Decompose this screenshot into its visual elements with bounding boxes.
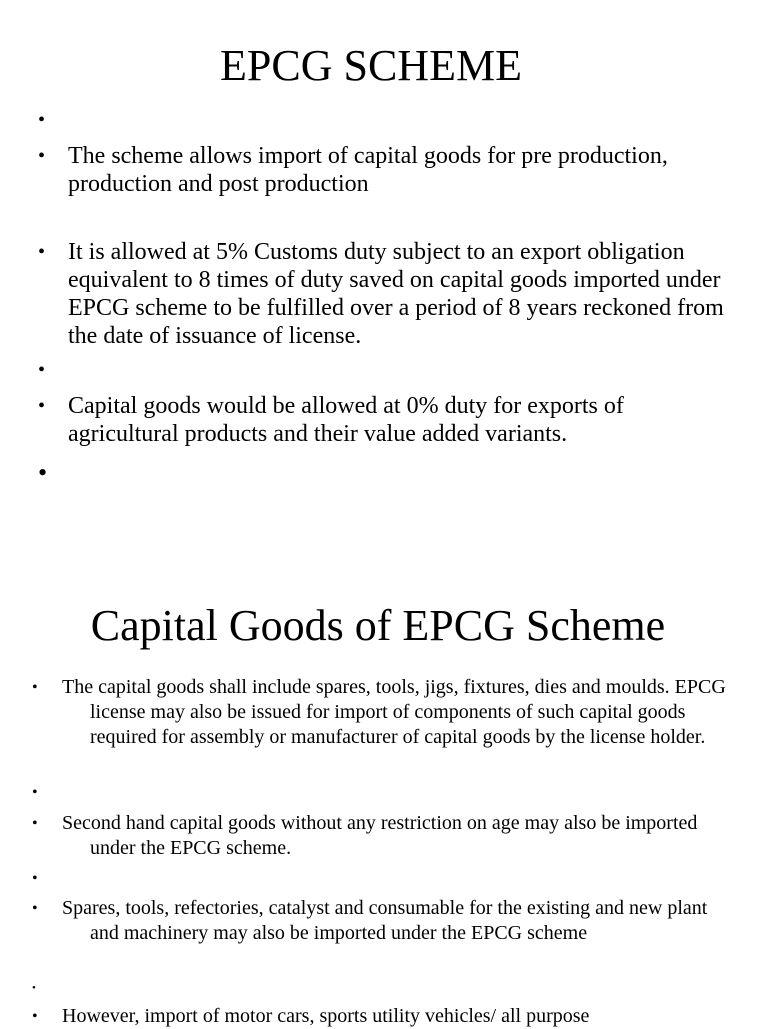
bullet-icon: •: [32, 815, 38, 832]
bullet-icon: •: [38, 395, 46, 417]
list-item-text: The scheme allows import of capital goods for pre production, production and post production: [68, 143, 668, 197]
list-item-text: Capital goods would be allowed at 0% duty for exports of agricultural products and their value added variants.: [68, 393, 624, 447]
list-item-text: Spares, tools, refectories, catalyst and consumable for the existing and new plant and machinery may also be imported under the EPCG scheme: [62, 897, 708, 944]
bullet-icon: •: [38, 109, 46, 131]
bullet-icon: •: [38, 145, 46, 167]
list-item-text: It is allowed at 5% Customs duty subject to an export obligation equivalent to 8 times of duty saved on capital goods imported under EPCG scheme to be fulfilled over a period of 8 years reckoned from the date of issuance of license.: [68, 239, 724, 349]
bullet-icon: •: [32, 784, 38, 801]
slide-title: Capital Goods of EPCG Scheme: [90, 601, 666, 650]
bullet-icon: •: [32, 900, 38, 917]
list-item-text: However, import of motor cars, sports utility vehicles/ all purpose: [62, 1005, 590, 1027]
bullet-icon: •: [38, 241, 46, 263]
bullet-icon: •: [38, 458, 48, 487]
bullet-icon: •: [38, 359, 46, 381]
bullet-icon: •: [32, 1008, 38, 1025]
list-item-text: Second hand capital goods without any restriction on age may also be imported under the EPCG scheme.: [62, 812, 698, 859]
slide-title: EPCG SCHEME: [220, 41, 522, 90]
bullet-icon: •: [32, 870, 38, 887]
bullet-icon: •: [32, 679, 38, 696]
bullet-icon: •: [32, 982, 36, 994]
list-item-text: The capital goods shall include spares, tools, jigs, fixtures, dies and moulds. EPCG license may also be issued for import of components of such capital goods required for assembly or manufacturer of capital goods by the license holder.: [62, 676, 726, 748]
